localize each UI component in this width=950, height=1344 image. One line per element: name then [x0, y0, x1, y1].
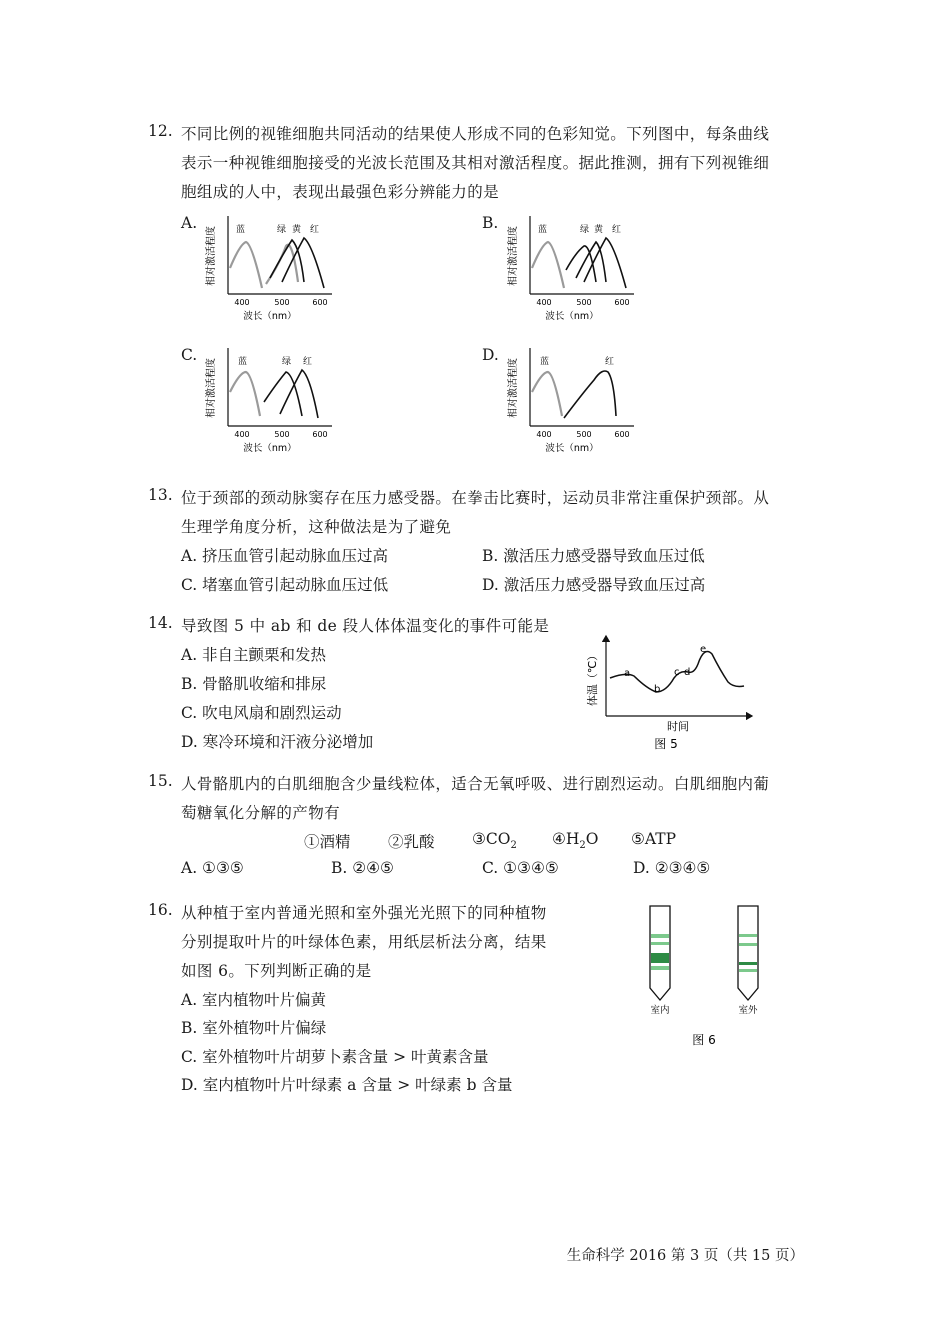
question-stem-line: 表示一种视锥细胞接受的光波长范围及其相对激活程度。据此推测，拥有下列视锥细 — [181, 154, 770, 172]
option-c: C. 室外植物叶片胡萝卜素含量 > 叶黄素含量 — [181, 1048, 489, 1066]
item-1: ①酒精 — [304, 833, 351, 851]
question-number: 14. — [148, 614, 173, 632]
option-d: D. 激活压力感受器导致血压过高 — [482, 576, 706, 594]
question-stem-line: 从种植于室内普通光照和室外强光光照下的同种植物 — [181, 904, 547, 922]
option-d: D. ②③④⑤ — [633, 859, 711, 877]
question-number: 12. — [148, 122, 173, 140]
option-a: A. 室内植物叶片偏黄 — [181, 991, 327, 1009]
option-b: B. 激活压力感受器导致血压过低 — [482, 547, 705, 565]
item-2: ②乳酸 — [388, 833, 435, 851]
option-b: B. 室外植物叶片偏绿 — [181, 1019, 327, 1037]
point-d: d — [684, 667, 691, 678]
figure-6-chromatography — [632, 902, 772, 1052]
tick-500: 500 — [576, 430, 592, 439]
option-b: B. ②④⑤ — [331, 859, 394, 877]
label-red: 红 — [605, 357, 615, 367]
option-c: C. 吹电风扇和剧烈运动 — [181, 704, 342, 722]
option-c: C. 堵塞血管引起动脉血压过低 — [181, 576, 389, 594]
question-stem-line: 胞组成的人中，表现出最强色彩分辨能力的是 — [181, 183, 500, 201]
option-a: A. 挤压血管引起动脉血压过高 — [181, 547, 389, 565]
tick-600: 600 — [312, 298, 328, 307]
label-green: 绿 — [282, 357, 292, 367]
label-yellow: 黄 — [292, 225, 302, 235]
item-3: $③CO_2$ — [472, 830, 517, 852]
spectrum-graph-b — [502, 208, 642, 328]
label-green: 绿 — [580, 225, 590, 235]
x-axis-label: 波长（nm） — [545, 311, 599, 322]
label-red: 红 — [612, 225, 622, 235]
question-stem-line: 如图 6。下列判断正确的是 — [181, 962, 372, 980]
question-number: 16. — [148, 901, 173, 919]
tube-label-outdoor: 室外 — [738, 1005, 758, 1016]
label-green: 绿 — [277, 225, 287, 235]
question-stem-line: 萄糖氧化分解的产物有 — [181, 804, 341, 822]
figure-5-temperature-graph — [582, 630, 762, 752]
tick-400: 400 — [234, 430, 250, 439]
tick-500: 500 — [576, 298, 592, 307]
option-d: D. 寒冷环境和汗液分泌增加 — [181, 733, 374, 751]
option-b: B. 骨骼肌收缩和排尿 — [181, 675, 327, 693]
label-blue: 蓝 — [236, 225, 246, 235]
x-axis-label: 波长（nm） — [243, 443, 297, 454]
y-axis-label: 相对激活程度 — [206, 358, 217, 418]
option-label-a: A. — [181, 214, 198, 232]
question-stem-line: 人骨骼肌内的白肌细胞含少量线粒体，适合无氧呼吸、进行剧烈运动。白肌细胞内葡 — [181, 775, 770, 793]
item-5: ⑤ATP — [631, 830, 677, 848]
label-blue: 蓝 — [238, 357, 248, 367]
label-blue: 蓝 — [538, 225, 548, 235]
question-stem-line: 分别提取叶片的叶绿体色素，用纸层析法分离，结果 — [181, 933, 547, 951]
point-a: a — [624, 668, 631, 679]
y-axis-label: 相对激活程度 — [508, 226, 519, 286]
option-label-d: D. — [482, 346, 499, 364]
label-red: 红 — [310, 225, 320, 235]
question-stem-line: 导致图 5 中 ab 和 de 段人体体温变化的事件可能是 — [181, 617, 550, 635]
tick-500: 500 — [274, 298, 290, 307]
option-a: A. ①③⑤ — [181, 859, 244, 877]
tick-600: 600 — [614, 430, 630, 439]
point-b: b — [654, 684, 661, 695]
spectrum-graph-c — [200, 340, 340, 460]
question-stem-line: 不同比例的视锥细胞共同活动的结果使人形成不同的色彩知觉。下列图中，每条曲线 — [181, 125, 770, 143]
question-stem-line: 位于颈部的颈动脉窦存在压力感受器。在拳击比赛时，运动员非常注重保护颈部。从 — [181, 489, 770, 507]
tick-600: 600 — [614, 298, 630, 307]
tick-400: 400 — [536, 298, 552, 307]
tick-600: 600 — [312, 430, 328, 439]
question-stem-line: 生理学角度分析，这种做法是为了避免 — [181, 518, 452, 536]
figure-caption: 图 6 — [692, 1033, 716, 1047]
page-footer: 生命科学 2016 第 3 页（共 15 页） — [566, 1248, 804, 1264]
option-c: C. ①③④⑤ — [482, 859, 559, 877]
y-axis-label: 相对激活程度 — [206, 226, 217, 286]
point-e: e — [700, 644, 707, 655]
question-number: 15. — [148, 772, 173, 790]
label-blue: 蓝 — [540, 357, 550, 367]
x-axis-label: 波长（nm） — [243, 311, 297, 322]
option-label-c: C. — [181, 346, 198, 364]
label-yellow: 黄 — [594, 225, 604, 235]
spectrum-graph-d — [502, 340, 642, 460]
spectrum-graph-a — [200, 208, 340, 328]
tube-label-indoor: 室内 — [650, 1005, 670, 1016]
tick-400: 400 — [536, 430, 552, 439]
y-axis-label: 体温（℃） — [586, 649, 599, 707]
x-axis-label: 波长（nm） — [545, 443, 599, 454]
point-c: c — [674, 667, 680, 678]
label-red: 红 — [303, 357, 313, 367]
tick-400: 400 — [234, 298, 250, 307]
tick-500: 500 — [274, 430, 290, 439]
item-4: $④H_2O$ — [552, 830, 599, 852]
x-axis-label: 时间 — [667, 720, 689, 733]
question-number: 13. — [148, 486, 173, 504]
option-d: D. 室内植物叶片叶绿素 a 含量 > 叶绿素 b 含量 — [181, 1076, 513, 1094]
option-label-b: B. — [482, 214, 499, 232]
figure-caption: 图 5 — [654, 737, 678, 751]
option-a: A. 非自主颤栗和发热 — [181, 646, 327, 664]
y-axis-label: 相对激活程度 — [508, 358, 519, 418]
